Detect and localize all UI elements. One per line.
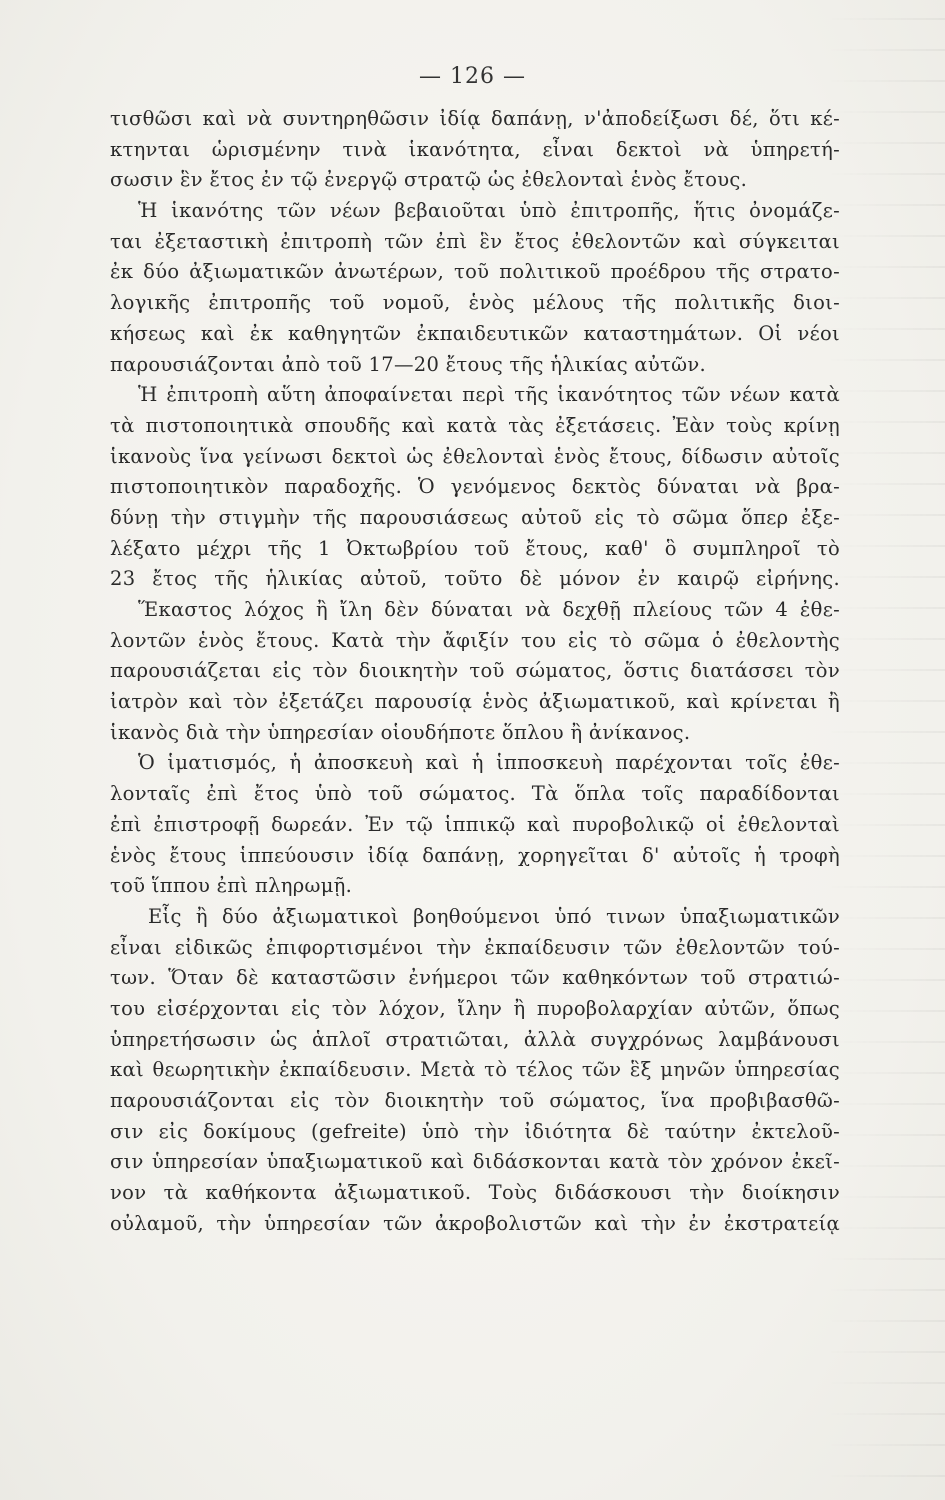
text-line: ται ἐξεταστικὴ ἐπιτροπὴ τῶν ἐπὶ ἓν ἔτος ἐθελοντῶν καὶ σύγκειται — [110, 229, 840, 253]
page-number: — 126 — — [419, 64, 526, 89]
text-line: ἐκ δύο ἀξιωματικῶν ἀνωτέρων, τοῦ πολιτικοῦ προέδρου τῆς στρατο- — [110, 260, 840, 284]
text-line: πιστοποιητικὸν παραδοχῆς. Ὁ γενόμενος δεκτὸς δύναται νὰ βρα- — [110, 475, 840, 499]
text-line: Ἡ ἱκανότης τῶν νέων βεβαιοῦται ὑπὸ ἐπιτροπῆς, ἥτις ὀνομάζε- — [138, 199, 840, 223]
text-line: ὑπηρετήσωσιν ὡς ἁπλοῖ στρατιῶται, ἀλλὰ συγχρόνως λαμβάνουσι — [110, 1027, 840, 1051]
text-line: τοῦ ἵππου ἐπὶ πληρωμῇ. — [110, 874, 353, 898]
text-line: δύνῃ τὴν στιγμὴν τῆς παρουσιάσεως αὐτοῦ εἰς τὸ σῶμα ὅπερ ἐξε- — [110, 505, 840, 529]
body-text — [110, 104, 840, 1239]
text-line: κτηνται ὡρισμένην τινὰ ἱκανότητα, εἶναι δεκτοὶ νὰ ὑπηρετή- — [110, 137, 840, 161]
text-line: Ἡ ἐπιτροπὴ αὕτη ἀποφαίνεται περὶ τῆς ἱκανότητος τῶν νέων κατὰ — [138, 383, 840, 407]
text-line: ἱκανὸς διὰ τὴν ὑπηρεσίαν οἱουδήποτε ὅπλου ἢ ἀνίκανος. — [110, 720, 691, 744]
text-line: παρουσιάζεται εἰς τὸν διοικητὴν τοῦ σώματος, ὅστις διατάσσει τὸν — [110, 659, 840, 683]
text-line: παρουσιάζονται εἰς τὸν διοικητὴν τοῦ σώματος, ἵνα προβιβασθῶ- — [110, 1089, 840, 1112]
text-line: Ὁ ἱματισμός, ἡ ἀποσκευὴ καὶ ἡ ἱπποσκευὴ παρέχονται τοῖς ἐθε- — [138, 751, 840, 775]
text-line: ἰατρὸν καὶ τὸν ἐξετάζει παρουσίᾳ ἑνὸς ἀξιωματικοῦ, καὶ κρίνεται ἢ — [110, 690, 840, 714]
text-line: λέξατο μέχρι τῆς 1 Ὀκτωβρίου τοῦ ἔτους, καθ' ὃ συμπληροῖ τὸ — [110, 536, 840, 560]
text-line: των. Ὅταν δὲ καταστῶσιν ἐνήμεροι τῶν καθηκόντων τοῦ στρατιώ- — [110, 966, 840, 990]
text-line: 23 ἔτος τῆς ἡλικίας αὐτοῦ, τοῦτο δὲ μόνον ἐν καιρῷ εἰρήνης. — [110, 567, 840, 591]
text-line: ἑνὸς ἔτους ἱππεύουσιν ἰδίᾳ δαπάνῃ, χορηγεῖται δ' αὐτοῖς ἡ τροφὴ — [110, 843, 840, 867]
text-line: παρουσιάζονται ἀπὸ τοῦ 17—20 ἔτους τῆς ἡλικίας αὐτῶν. — [110, 352, 706, 376]
text-line: εἶναι εἰδικῶς ἐπιφορτισμένοι τὴν ἐκπαίδευσιν τῶν ἐθελοντῶν τού- — [110, 935, 840, 959]
text-line: σιν ὑπηρεσίαν ὑπαξιωματικοῦ καὶ διδάσκονται κατὰ τὸν χρόνον ἐκεῖ- — [110, 1150, 840, 1174]
text-line: τὰ πιστοποιητικὰ σπουδῆς καὶ κατὰ τὰς ἐξετάσεις. Ἐὰν τοὺς κρίνῃ — [110, 413, 840, 437]
text-line: οὐλαμοῦ, τὴν ὑπηρεσίαν τῶν ἀκροβολιστῶν καὶ τὴν ἐν ἐκστρατείᾳ — [110, 1211, 840, 1235]
text-line: καὶ θεωρητικὴν ἐκπαίδευσιν. Μετὰ τὸ τέλος τῶν ἓξ μηνῶν ὑπηρεσίας — [110, 1058, 840, 1082]
text-line: λογικῆς ἐπιτροπῆς τοῦ νομοῦ, ἑνὸς μέλους τῆς πολιτικῆς διοι- — [110, 291, 840, 315]
text-line: λοντῶν ἑνὸς ἔτους. Κατὰ τὴν ἄφιξίν του εἰς τὸ σῶμα ὁ ἐθελοντὴς — [110, 628, 840, 652]
text-line: τισθῶσι καὶ νὰ συντηρηθῶσιν ἰδίᾳ δαπάνῃ, ν'ἀποδείξωσι δέ, ὅτι κέ- — [110, 107, 840, 130]
text-line: Εἷς ἢ δύο ἀξιωματικοὶ βοηθούμενοι ὑπό τινων ὑπαξιωματικῶν — [148, 904, 840, 928]
text-line: κήσεως καὶ ἐκ καθηγητῶν ἐκπαιδευτικῶν καταστημάτων. Οἱ νέοι — [110, 321, 840, 345]
text-line: ἐπὶ ἐπιστροφῇ δωρεάν. Ἐν τῷ ἱππικῷ καὶ πυροβολικῷ οἱ ἐθελονταὶ — [110, 812, 840, 836]
text-line: νον τὰ καθήκοντα ἀξιωματικοῦ. Τοὺς διδάσκουσι τὴν διοίκησιν — [110, 1181, 840, 1205]
text-line: ἱκανοὺς ἵνα γείνωσι δεκτοὶ ὡς ἐθελονταὶ ἑνὸς ἔτους, δίδωσιν αὐτοῖς — [110, 444, 840, 468]
text-line: λονταῖς ἐπὶ ἔτος ὑπὸ τοῦ σώματος. Τὰ ὅπλα τοῖς παραδίδονται — [110, 782, 840, 806]
margin-bleed-through — [825, 0, 945, 1500]
text-line: Ἕκαστος λόχος ἢ ἴλη δὲν δύναται νὰ δεχθῇ πλείους τῶν 4 ἐθε- — [138, 598, 840, 621]
text-line: σιν εἰς δοκίμους (gefreite) ὑπὸ τὴν ἰδιότητα δὲ ταύτην ἐκτελοῦ- — [110, 1119, 840, 1143]
text-line: σωσιν ἓν ἔτος ἐν τῷ ἐνεργῷ στρατῷ ὡς ἐθελονταὶ ἑνὸς ἔτους. — [110, 168, 748, 192]
text-line: του εἰσέρχονται εἰς τὸν λόχον, ἴλην ἢ πυροβολαρχίαν αὐτῶν, ὅπως — [110, 996, 840, 1020]
